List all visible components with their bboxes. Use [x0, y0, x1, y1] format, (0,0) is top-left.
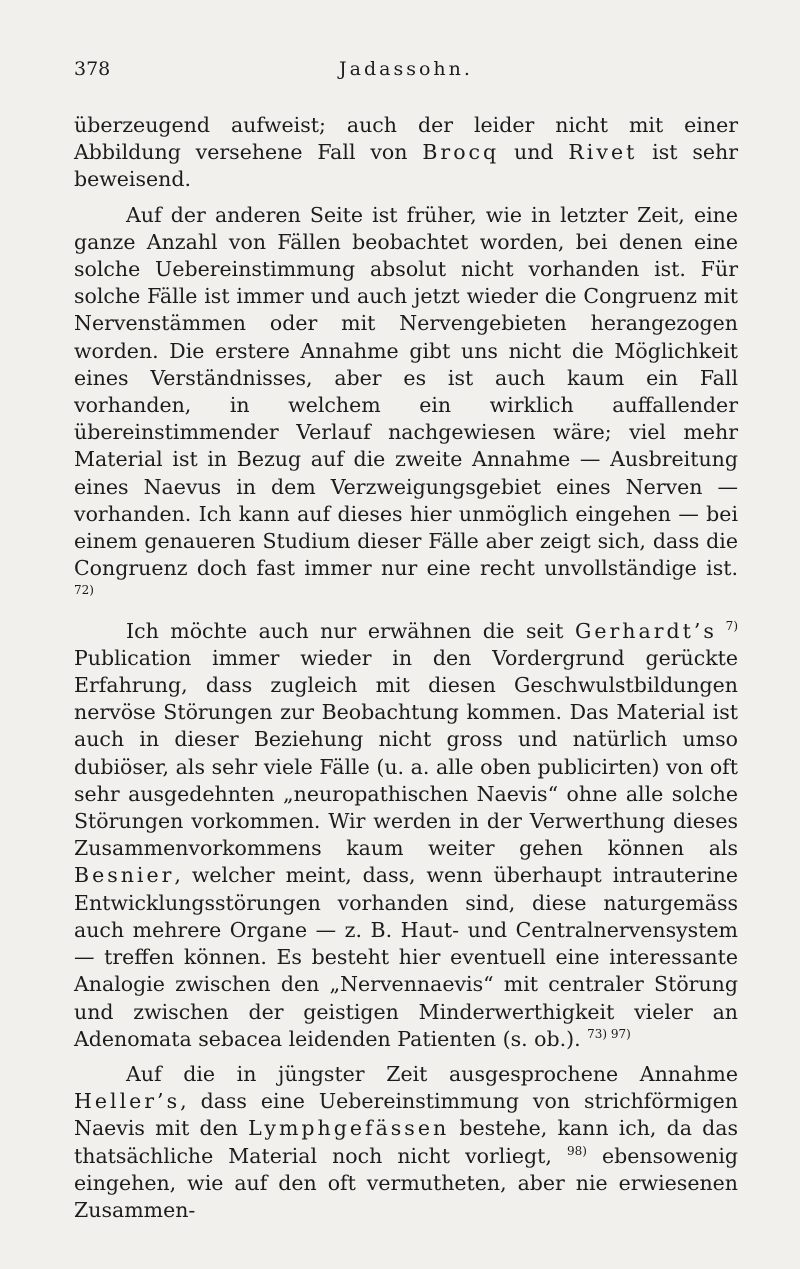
spaced-name: Brocq — [422, 140, 500, 165]
footnote-ref: 98) — [566, 1143, 587, 1158]
text-run: , welcher meint, dass, wenn überhaupt intrauterine Entwicklungsstörungen vorhanden sind, diese naturgemäss auch mehrere Organe — z. B. Haut- und Centralnervensystem — treffen können. Es besteht hier eventuell eine interessante Analogie zwischen den „Nervennaevis“ mit centraler Störung und zwischen der geistigen Minderwerthigkeit vieler an Adenomata sebacea leidenden Patienten (s. ob.). — [74, 863, 738, 1051]
paragraph — [74, 1061, 738, 1224]
body-text — [74, 112, 738, 1224]
footnote-ref: 72) — [74, 583, 94, 598]
page-header — [74, 58, 738, 94]
text-run: ist sehr beweisend. — [74, 140, 738, 192]
spaced-name: Besnier — [74, 863, 175, 888]
footnote-ref: 73) 97) — [587, 1026, 631, 1041]
text-run: überzeugend aufweist; auch der leider nicht mit einer Abbildung versehene Fall von — [74, 113, 738, 165]
spaced-name: Gerhardt’s — [574, 618, 717, 643]
text-run: ebensowenig eingehen, wie auf den oft vermutheten, aber nie erwiesenen Zusammen- — [74, 1143, 739, 1222]
spaced-name: Lymphgefässen — [248, 1116, 450, 1141]
page-number: 378 — [74, 58, 111, 80]
text-run: bestehe, kann ich, da das thatsächliche Material noch nicht vorliegt, — [74, 1116, 738, 1168]
text-run: , dass eine Uebereinstimmung von strichförmigen Naevis mit den — [74, 1089, 738, 1141]
text-run: und — [499, 140, 569, 165]
text-run: Publication immer wieder in den Vordergrund gerückte Erfahrung, dass zugleich mit diesen Geschwulstbildungen nervöse Störungen zur Beobachtung kommen. Das Material ist auch in dieser Beziehung nicht gross und natürlich umso dubiöser, als sehr viele Fälle (u. a. alle oben publicirten) von oft sehr ausgedehnten „neuropathischen Naevis“ ohne alle solche Störungen vorkommen. Wir werden in der Verwerthung dieses Zusammenvorkommens kaum weiter gehen können als — [74, 645, 738, 861]
text-run: Auf der anderen Seite ist früher, wie in letzter Zeit, eine ganze Anzahl von Fällen beobachtet worden, bei denen eine solche Uebereinstimmung absolut nicht vorhanden ist. Für solche Fälle ist immer und auch jetzt wieder die Congruenz mit Nervenstämmen oder mit Nervengebieten herangezogen worden. Die erstere Annahme gibt uns nicht die Möglichkeit eines Verständnisses, aber es ist auch kaum ein Fall vorhanden, in welchem ein wirklich auffallender übereinstimmender Verlauf nachgewiesen wäre; viel mehr Material ist in Bezug auf die zweite Annahme — Ausbreitung eines Naevus in dem Verzweigungsgebiet eines Nerven — vorhanden. Ich kann auf dieses hier unmöglich eingehen — bei einem genaueren Studium dieser Fälle aber zeigt sich, dass die Congruenz doch fast immer nur eine recht unvollständige ist. — [74, 202, 738, 581]
running-title: Jadassohn. — [339, 58, 473, 80]
text-run: Auf die in jüngster Zeit ausgesprochene Annahme — [126, 1061, 738, 1086]
paragraph — [74, 112, 738, 194]
paragraph — [74, 618, 738, 1053]
text-run: Ich möchte auch nur erwähnen die seit — [126, 618, 575, 643]
footnote-ref: 7) — [716, 618, 738, 633]
paragraph — [74, 202, 738, 610]
spaced-name: Heller’s — [74, 1089, 181, 1114]
spaced-name: Rivet — [568, 140, 638, 165]
